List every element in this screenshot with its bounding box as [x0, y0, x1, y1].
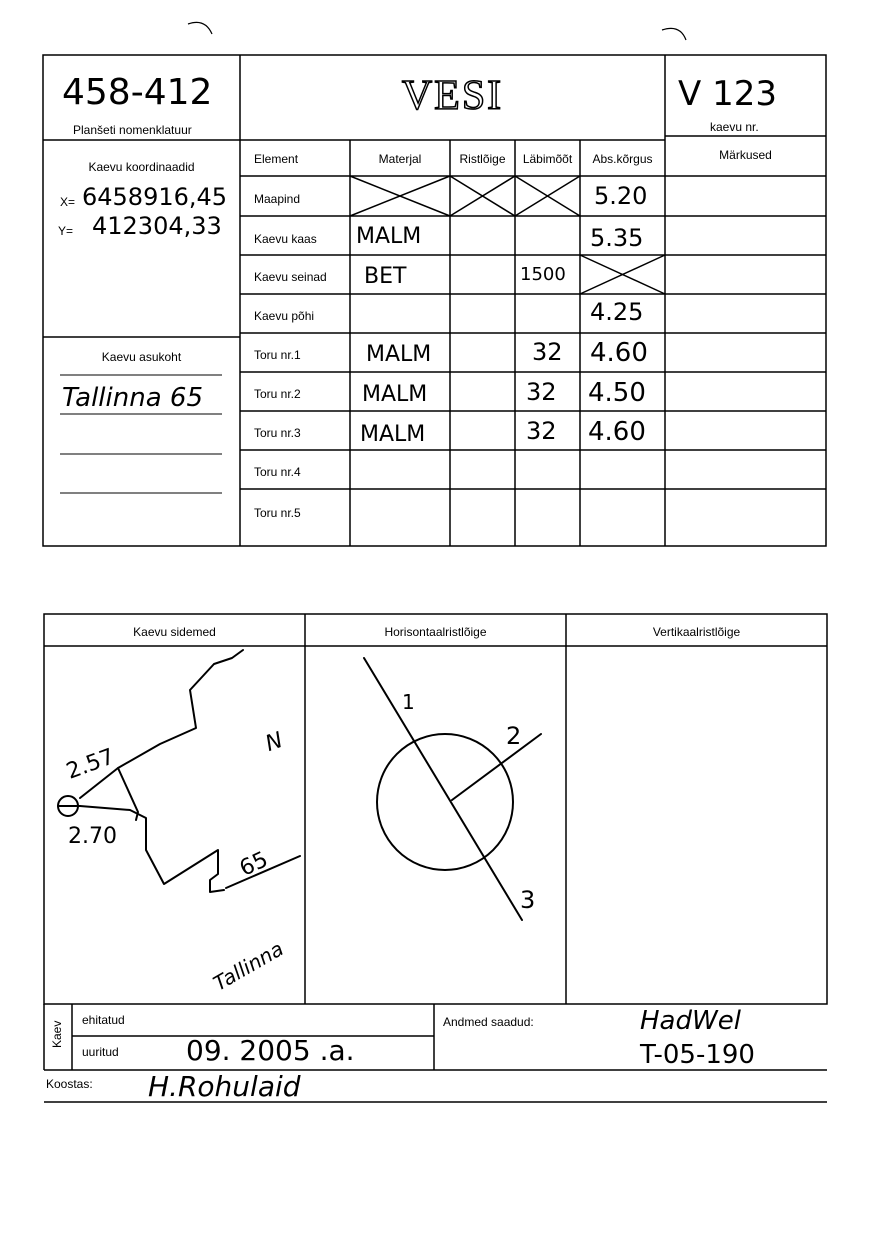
- well-number-label: kaevu nr.: [710, 120, 759, 134]
- table-cell-height: 4.25: [590, 298, 644, 326]
- table-cell-height: 5.35: [590, 224, 644, 252]
- pipe-1-line: [364, 658, 522, 920]
- sketch-dimension: 2.57: [63, 744, 118, 785]
- page-title: VESI: [401, 73, 504, 119]
- table-cell-material: MALM: [356, 224, 422, 249]
- planset-label: Planšeti nomenklatuur: [73, 123, 192, 137]
- x-prefix: X=: [60, 195, 76, 209]
- kaev-label: Kaev: [50, 1020, 64, 1048]
- y-prefix: Y=: [58, 224, 74, 238]
- table-cell-height: 4.60: [590, 338, 648, 368]
- pipe-label: 2: [506, 722, 522, 750]
- table-cell-material: BET: [364, 264, 407, 289]
- table-row-element: Kaevu põhi: [254, 309, 315, 323]
- table-row-element: Kaevu seinad: [254, 270, 327, 284]
- header-connections: Kaevu sidemed: [133, 625, 216, 639]
- table-row-element: Toru nr.4: [254, 465, 301, 479]
- table-cell-height: 5.20: [594, 182, 648, 210]
- table-cell-diameter: 1500: [520, 264, 566, 285]
- built-label: ehitatud: [82, 1013, 125, 1027]
- table-cell-material: MALM: [362, 382, 428, 407]
- table-cell-height: 4.60: [588, 417, 646, 447]
- header-cross-section: Ristlõige: [459, 152, 506, 166]
- table-row-element: Toru nr.2: [254, 387, 301, 401]
- sketch-house-number: 65: [236, 847, 272, 882]
- table-cell-diameter: 32: [526, 417, 557, 445]
- data-source-code: T-05-190: [640, 1040, 755, 1070]
- table-row-element: Toru nr.1: [254, 348, 301, 362]
- data-source-value: HadWel: [640, 1006, 741, 1036]
- pipe-label: 3: [520, 886, 536, 914]
- coords-label: Kaevu koordinaadid: [88, 160, 195, 174]
- sketch-dimension: 2.70: [68, 824, 117, 849]
- well-section-circle: [377, 734, 513, 870]
- pipe-2-line: [452, 734, 541, 800]
- table-row-element: Maapind: [254, 192, 301, 206]
- header-vertical-section: Vertikaalristlõige: [652, 625, 741, 639]
- compiled-by-label: Koostas:: [46, 1077, 93, 1091]
- location-value: Tallinna 65: [62, 383, 203, 413]
- header-notes: Märkused: [719, 148, 772, 162]
- header-material: Materjal: [378, 152, 422, 166]
- y-coordinate-value: 412304,33: [92, 212, 222, 240]
- table-row-element: Toru nr.3: [254, 426, 301, 440]
- table-cell-height: 4.50: [588, 378, 646, 408]
- header-diameter: Läbimõõt: [522, 152, 573, 166]
- sketch-street-name: Tallinna: [209, 936, 288, 996]
- header-abs-height: Abs.kõrgus: [592, 152, 653, 166]
- location-label: Kaevu asukoht: [101, 350, 182, 364]
- table-cell-material: MALM: [360, 422, 426, 447]
- compiled-by-value: H.Rohulaid: [148, 1070, 301, 1103]
- header-element: Element: [254, 152, 299, 166]
- surveyed-label: uuritud: [82, 1045, 119, 1059]
- table-cell-diameter: 32: [532, 338, 563, 366]
- table-row-element: Kaevu kaas: [254, 232, 317, 246]
- pipe-label: 1: [402, 690, 415, 714]
- well-number-value: V 123: [678, 74, 777, 114]
- planset-value: 458-412: [62, 72, 213, 113]
- surveyed-date-value: 09. 2005 .a.: [186, 1034, 355, 1067]
- header-horizontal-section: Horisontaalristlõige: [384, 625, 487, 639]
- north-arrow-icon: N: [262, 727, 287, 758]
- table-cell-material: MALM: [366, 342, 432, 367]
- table-cell-diameter: 32: [526, 378, 557, 406]
- x-coordinate-value: 6458916,45: [82, 183, 228, 211]
- data-source-label: Andmed saadud:: [443, 1015, 534, 1029]
- table-row-element: Toru nr.5: [254, 506, 301, 520]
